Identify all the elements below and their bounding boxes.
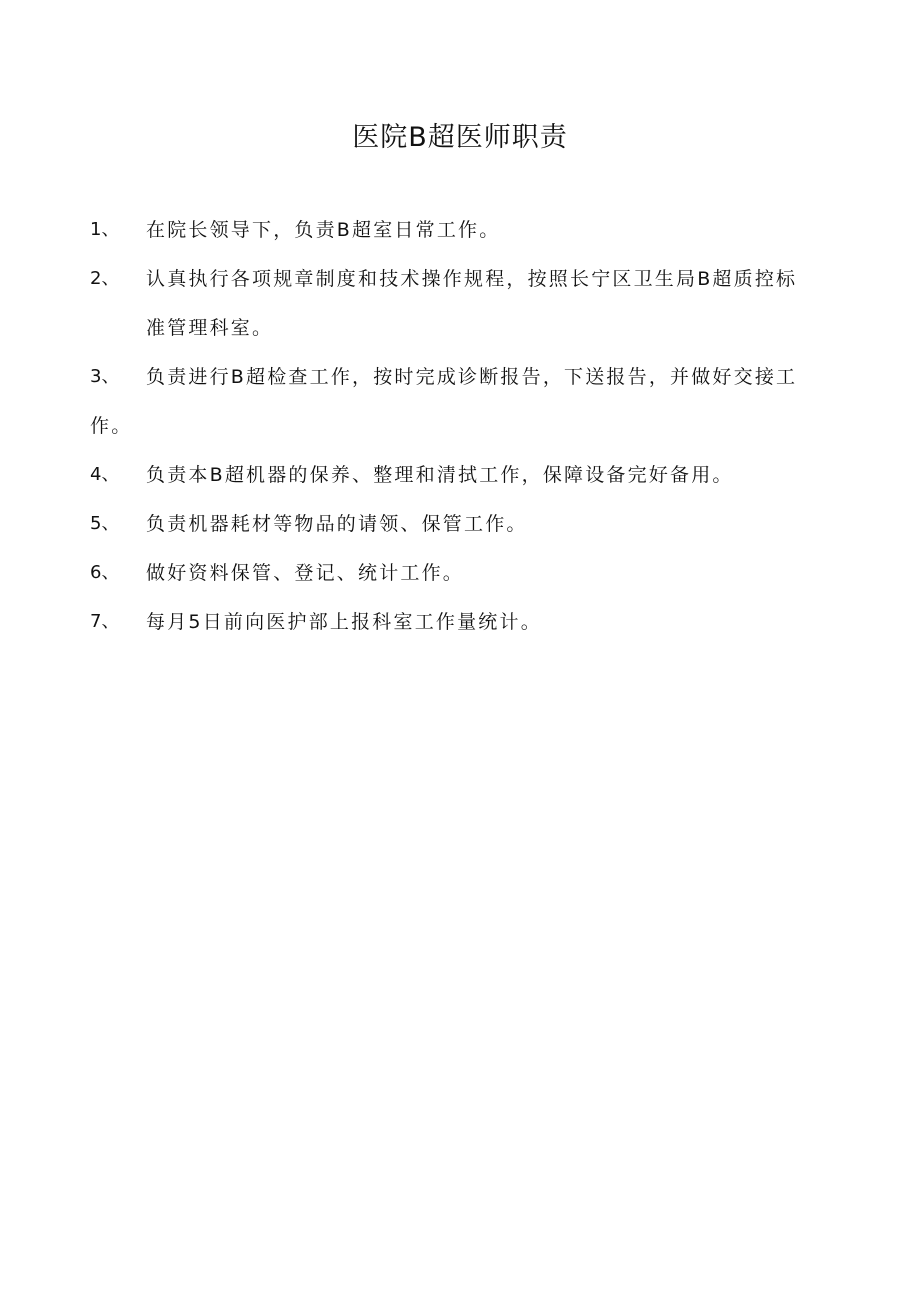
item-number: 1、 [90,219,120,240]
item-text: 在院长领导下，负责B超室日常工作。 [146,219,501,241]
item-text-continuation: 作。 [90,415,133,437]
item-text: 负责进行B超检查工作，按时完成诊断报告，下送报告，并做好交接工 [146,366,798,388]
item-text-continuation: 准管理科室。 [146,317,274,339]
item-number: 2、 [90,268,120,289]
item-number: 4、 [90,464,120,485]
item-text: 每月5日前向医护部上报科室工作量统计。 [146,611,542,633]
document-title: 医院B超医师职责 [352,122,568,153]
item-number: 5、 [90,513,120,534]
item-text: 认真执行各项规章制度和技术操作规程，按照长宁区卫生局B超质控标 [146,268,798,290]
item-text: 负责机器耗材等物品的请领、保管工作。 [146,513,528,535]
item-number: 7、 [90,611,120,632]
item-text: 负责本B超机器的保养、整理和清拭工作，保障设备完好备用。 [146,464,734,486]
item-number: 3、 [90,366,120,387]
item-text: 做好资料保管、登记、统计工作。 [146,562,465,584]
item-number: 6、 [90,562,120,583]
